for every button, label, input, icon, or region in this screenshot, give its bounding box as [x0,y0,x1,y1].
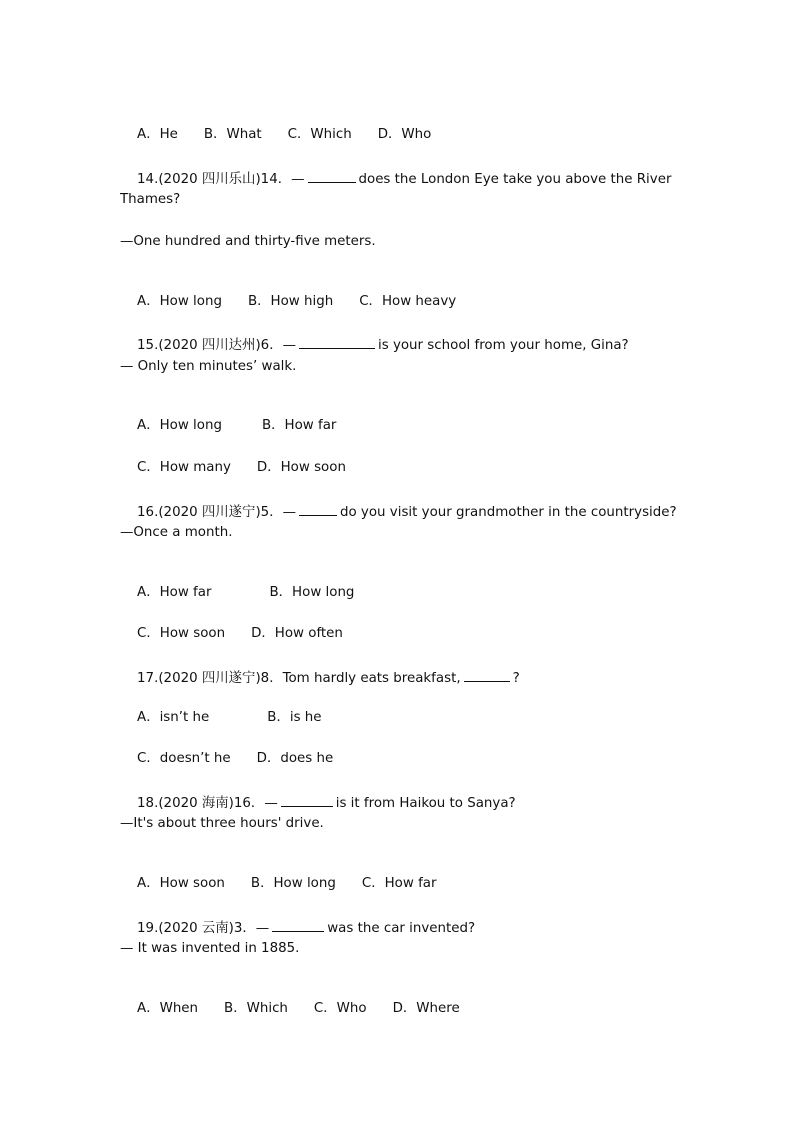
q17-option-a: A．isn’t he [137,710,210,725]
q18-option-c: C．How far [361,876,437,891]
q15-option-c: C．How many [137,460,231,475]
q16-stem: 16.(2020 四川遂宁)5．— [137,505,296,520]
q16-option-a: A．How far [137,585,212,600]
q14-text: does the London Eye take you above the River [358,172,672,187]
q16-answer: —Once a month. [120,525,233,540]
q19-option-c: C．Who [313,1001,367,1016]
q16-option-c: C．How soon [137,626,226,641]
q18-answer: —It's about three hours' drive. [120,816,324,831]
q13-option-c: C．Which [287,127,352,142]
q17-text: ? [512,671,520,686]
q19-stem: 19.(2020 云南)3．— [137,921,270,936]
q18-option-b: B．How long [250,876,336,891]
q19-answer: — It was invented in 1885. [120,941,300,956]
q19-option-b: B．Which [224,1001,288,1016]
q18-stem: 18.(2020 海南)16．— [137,796,278,811]
q14-option-a: A．How long [137,294,222,309]
q15-blank [299,334,375,349]
q14-blank [308,168,356,183]
q13-option-a: A．He [137,127,178,142]
q18-option-a: A．How soon [137,876,225,891]
q17-option-d: D．does he [256,751,334,766]
q19-blank [272,917,324,932]
q14-answer: —One hundred and thirty-five meters. [120,234,376,249]
q19-option-a: A．When [137,1001,199,1016]
q16-text: do you visit your grandmother in the countryside? [339,505,677,520]
q13-option-d: D．Who [377,127,432,142]
q14-option-b: B．How high [247,294,334,309]
q17-blank [464,667,510,682]
q16-option-b: B．How long [269,585,355,600]
q15-stem: 15.(2020 四川达州)6．— [137,338,296,353]
q15-answer: — Only ten minutes’ walk. [120,359,297,374]
q18-text: is it from Haikou to Sanya? [335,796,516,811]
q19-text: was the car invented? [327,921,476,936]
q17-option-b: B．is he [267,710,322,725]
q14-question [120,150,671,207]
q16-option-d: D．How often [251,626,343,641]
q14-option-c: C．How heavy [359,294,457,309]
q19-options [120,982,460,1036]
q17-option-c: C．doesn’t he [137,751,231,766]
q15-option-d: D．How soon [256,460,346,475]
q14-stem: 14.(2020 四川乐山)14．— [137,172,305,187]
q13-option-b: B．What [203,127,262,142]
q14-question-cont: Thames? [120,192,181,207]
q19-option-d: D．Where [392,1001,460,1016]
q15-text: is your school from your home, Gina? [377,338,629,353]
q15-option-b: B．How far [261,418,337,433]
q16-blank [299,501,337,516]
q15-option-a: A．How long [137,418,222,433]
q17-stem: 17.(2020 四川遂宁)8．Tom hardly eats breakfast, [137,671,461,686]
q18-blank [281,792,333,807]
